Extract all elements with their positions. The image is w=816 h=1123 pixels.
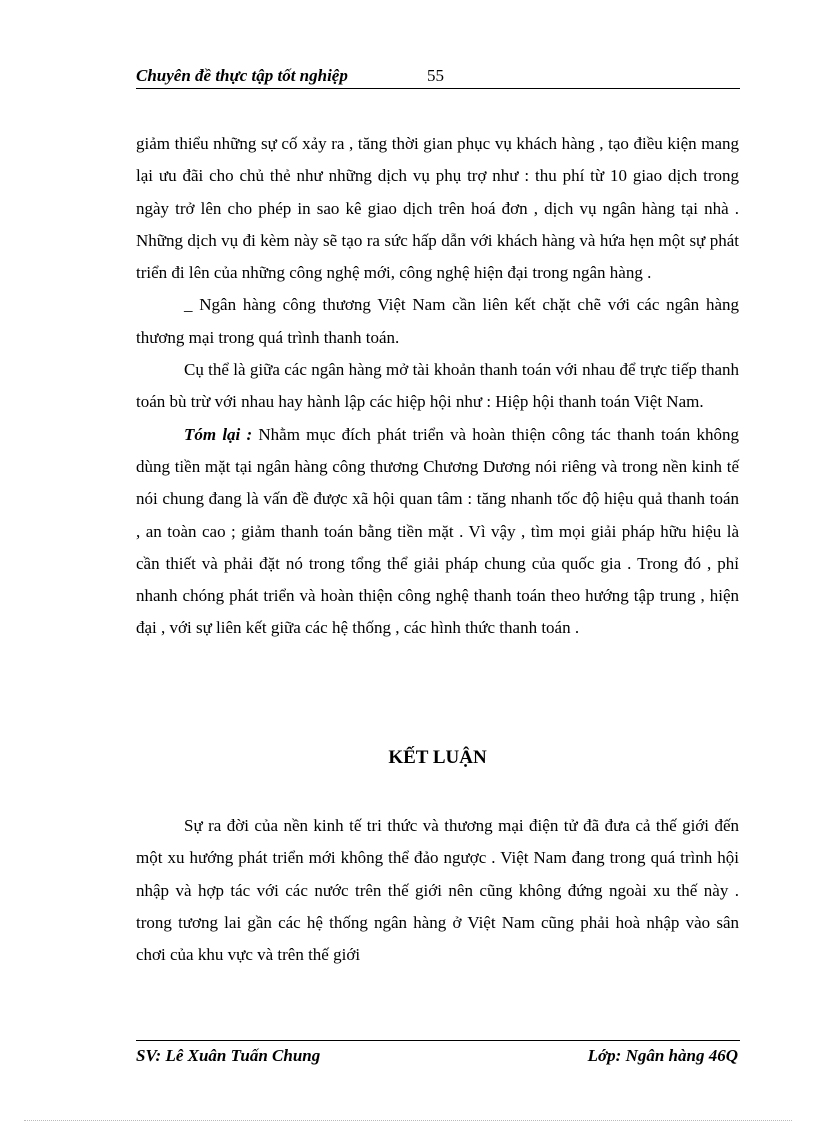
summary-label: Tóm lại : (184, 424, 253, 444)
paragraph-3: Cụ thể là giữa các ngân hàng mở tài khoản thanh toán với nhau để trực tiếp thanh toán bù trừ với nhau hay hành lập các hiệp hội như : Hiệp hội thanh toán Việt Nam. (136, 360, 739, 412)
footer-student: SV: Lê Xuân Tuấn Chung (136, 1046, 321, 1065)
page-number: 55 (427, 66, 444, 85)
conclusion-title: KẾT LUẬN (388, 747, 487, 768)
page-edge (24, 1120, 792, 1121)
footer-class: Lớp: Ngân hàng 46Q (587, 1046, 738, 1065)
paragraph-1: giảm thiểu những sự cố xảy ra , tăng thời gian phục vụ khách hàng , tạo điều kiện mang lại ưu đãi cho chủ thẻ như những dịch vụ phụ trợ như : thu phí từ 10 giao dịch trong ngày trở lên cho phép in sao kê giao dịch trên hoá đơn , dịch vụ ngân hàng tại nhà . Những dịch vụ đi kèm này sẽ tạo ra sức hấp dẫn với khách hàng và hứa hẹn một sự phát triển đi lên của những công nghệ mới, công nghệ hiện đại trong ngân hàng . (136, 134, 739, 283)
conclusion-paragraph: Sự ra đời của nền kinh tế tri thức và thương mại điện tử đã đưa cả thế giới đến một xu hướng phát triển mới không thể đảo ngược . Việt Nam đang trong quá trình hội nhập và hợp tác với các nước trên thế giới nên cũng không đứng ngoài xu thế này . trong tương lai gần các hệ thống ngân hàng ở Việt Nam cũng phải hoà nhập vào sân chơi của khu vực và trên thế giới (136, 816, 739, 965)
header-title: Chuyên đề thực tập tốt nghiệp (136, 66, 348, 85)
paragraph-4 (136, 419, 739, 645)
body-text (136, 128, 739, 645)
page-header (136, 64, 740, 89)
summary-text: Nhằm mục đích phát triển và hoàn thiện công tác thanh toán không dùng tiền mặt tại ngân hàng công thương Chương Dương nói riêng và trong nền kinh tế nói chung đang là vấn đề được xã hội quan tâm : tăng nhanh tốc độ hiệu quả thanh toán , an toàn cao ; giảm thanh toán bằng tiền mặt . Vì vậy , tìm mọi giải pháp hữu hiệu là cần thiết và phải đặt nó trong tổng thể giải pháp chung của quốc gia . Trong đó , phỉ nhanh chóng phát triển và hoàn thiện công nghệ thanh toán theo hướng tập trung , hiện đại , với sự liên kết giữa các hệ thống , các hình thức thanh toán . (136, 424, 739, 638)
paragraph-2: _ Ngân hàng công thương Việt Nam cần liên kết chặt chẽ với các ngân hàng thương mại trong quá trình thanh toán. (136, 295, 739, 347)
footer-rule (136, 1040, 740, 1041)
conclusion-text (136, 810, 739, 971)
